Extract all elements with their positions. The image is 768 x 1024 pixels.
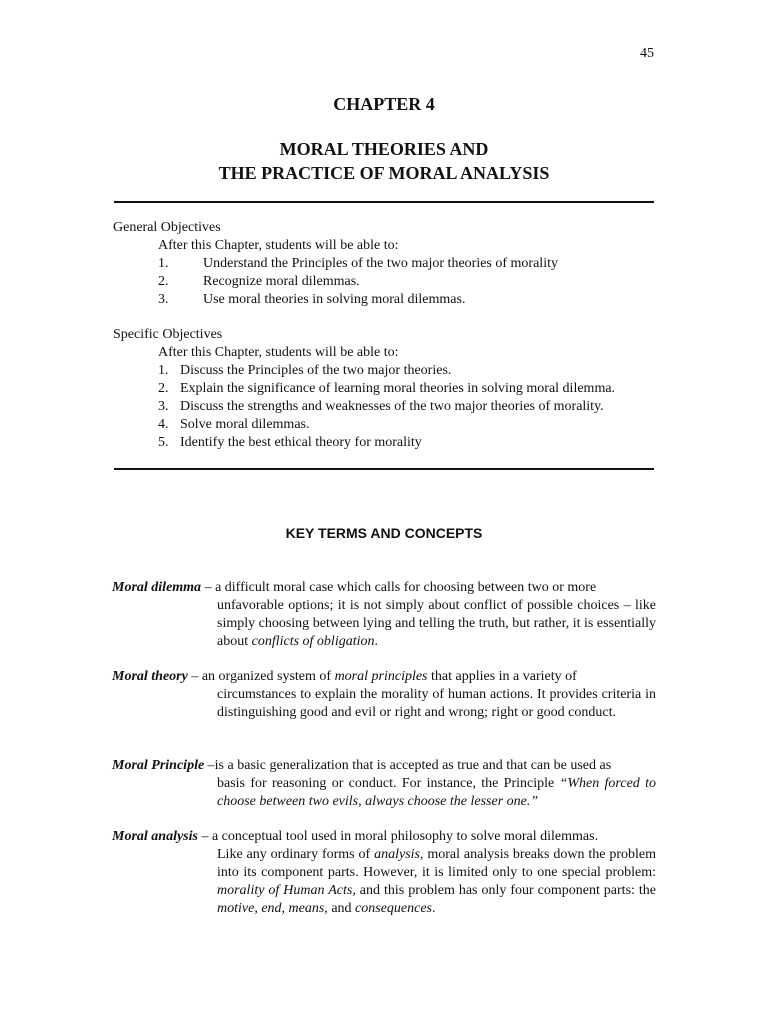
list-item-text: Discuss the Principles of the two major theories.	[180, 363, 452, 378]
term-moral-theory	[112, 668, 656, 722]
definition-emphasis: conflicts of obligation	[251, 634, 375, 649]
definition-text: moral analysis breaks down the problem into its component parts. However, it is limited only to one special problem:	[217, 847, 657, 880]
definition-emphasis: morality of Human Acts,	[217, 883, 356, 898]
definition-text: .	[432, 901, 436, 916]
list-item-number: 4.	[158, 417, 169, 432]
definition-text: and this problem has only four component parts: the	[355, 883, 656, 898]
term-moral-dilemma	[112, 579, 656, 651]
term-first-line	[112, 828, 656, 846]
page-number: 45	[640, 46, 654, 61]
term-name: Moral Principle	[112, 758, 205, 773]
term-moral-principle	[112, 757, 656, 811]
term-moral-analysis	[112, 828, 656, 918]
specific-objectives-heading: Specific Objectives	[113, 327, 223, 342]
definition-text: Like any ordinary forms of	[217, 847, 375, 862]
list-item	[113, 434, 658, 452]
list-item-text: Explain the significance of learning moral theories in solving moral dilemma.	[180, 381, 616, 396]
list-item-text: Discuss the strengths and weaknesses of the two major theories of morality.	[180, 399, 604, 414]
general-objectives-list	[113, 255, 658, 309]
definition-emphasis: moral principles	[334, 669, 428, 684]
list-item-text: Identify the best ethical theory for morality	[180, 435, 422, 450]
general-objectives-intro: After this Chapter, students will be able to:	[158, 238, 399, 253]
specific-objectives	[113, 326, 658, 452]
term-separator: –	[204, 758, 215, 773]
list-item-text: Solve moral dilemmas.	[180, 417, 310, 432]
definition-text: that applies in a variety of	[427, 669, 577, 684]
divider-top	[114, 201, 654, 203]
term-definition-start: is a basic generalization that is accepted as true and that can be used as	[214, 758, 612, 773]
list-item	[113, 398, 658, 416]
term-definition	[112, 846, 656, 918]
list-item	[113, 273, 658, 291]
list-item-number: 1.	[158, 256, 169, 271]
definition-emphasis: “When forced to choose between two evils, always choose the lesser one.”	[217, 776, 656, 809]
definition-text: .	[374, 634, 378, 649]
divider-bottom	[114, 468, 654, 470]
term-definition	[112, 597, 656, 651]
definition-text: an organized system of	[201, 669, 335, 684]
definition-emphasis: motive, end, means,	[217, 901, 328, 916]
chapter-title-line-2: THE PRACTICE OF MORAL ANALYSIS	[218, 163, 550, 183]
term-definition-start: a conceptual tool used in moral philosophy to solve moral dilemmas.	[211, 829, 599, 844]
specific-objectives-list	[113, 362, 658, 452]
chapter-heading: CHAPTER 4	[333, 94, 435, 114]
term-separator: –	[201, 580, 216, 595]
list-item	[113, 362, 658, 380]
definition-text: basis for reasoning or conduct. For instance, the Principle	[217, 776, 560, 791]
chapter-title-line-1: MORAL THEORIES AND	[279, 139, 489, 159]
term-name: Moral analysis	[112, 829, 198, 844]
list-item-number: 3.	[158, 292, 169, 307]
definition-text: unfavorable options; it is not simply about conflict of possible choices – like simply choosing between lying and telling the truth, but rather, it is essentially about	[217, 598, 656, 649]
list-item-number: 2.	[158, 274, 169, 289]
list-item-number: 5.	[158, 435, 169, 450]
list-item	[113, 255, 658, 273]
list-item-number: 1.	[158, 363, 169, 378]
term-definition	[112, 775, 656, 811]
general-objectives	[113, 219, 658, 309]
term-first-line	[112, 757, 656, 775]
list-item-text: Understand the Principles of the two major theories of morality	[203, 256, 558, 271]
list-item	[113, 291, 658, 309]
term-first-line	[112, 668, 656, 686]
list-item-number: 3.	[158, 399, 169, 414]
list-item-text: Recognize moral dilemmas.	[203, 274, 360, 289]
term-name: Moral theory	[112, 669, 188, 684]
term-definition-start	[202, 668, 577, 686]
term-definition: circumstances to explain the morality of human actions. It provides criteria in distinguishing good and evil or right and wrong; right or good conduct.	[217, 687, 656, 720]
definition-emphasis: consequences	[355, 901, 432, 916]
list-item	[113, 416, 658, 434]
list-item-number: 2.	[158, 381, 169, 396]
term-first-line	[112, 579, 656, 597]
list-item	[113, 380, 658, 398]
key-terms-heading: KEY TERMS AND CONCEPTS	[285, 525, 483, 541]
term-separator: –	[197, 829, 212, 844]
definition-emphasis: analysis,	[374, 847, 424, 862]
chapter-title	[0, 137, 768, 185]
list-item-text: Use moral theories in solving moral dilemmas.	[203, 292, 466, 307]
definition-text: and	[327, 901, 356, 916]
general-objectives-heading: General Objectives	[113, 220, 221, 235]
term-separator: –	[187, 669, 202, 684]
term-definition-start: a difficult moral case which calls for choosing between two or more	[215, 580, 597, 595]
specific-objectives-intro: After this Chapter, students will be able to:	[158, 345, 399, 360]
term-name: Moral dilemma	[112, 580, 202, 595]
